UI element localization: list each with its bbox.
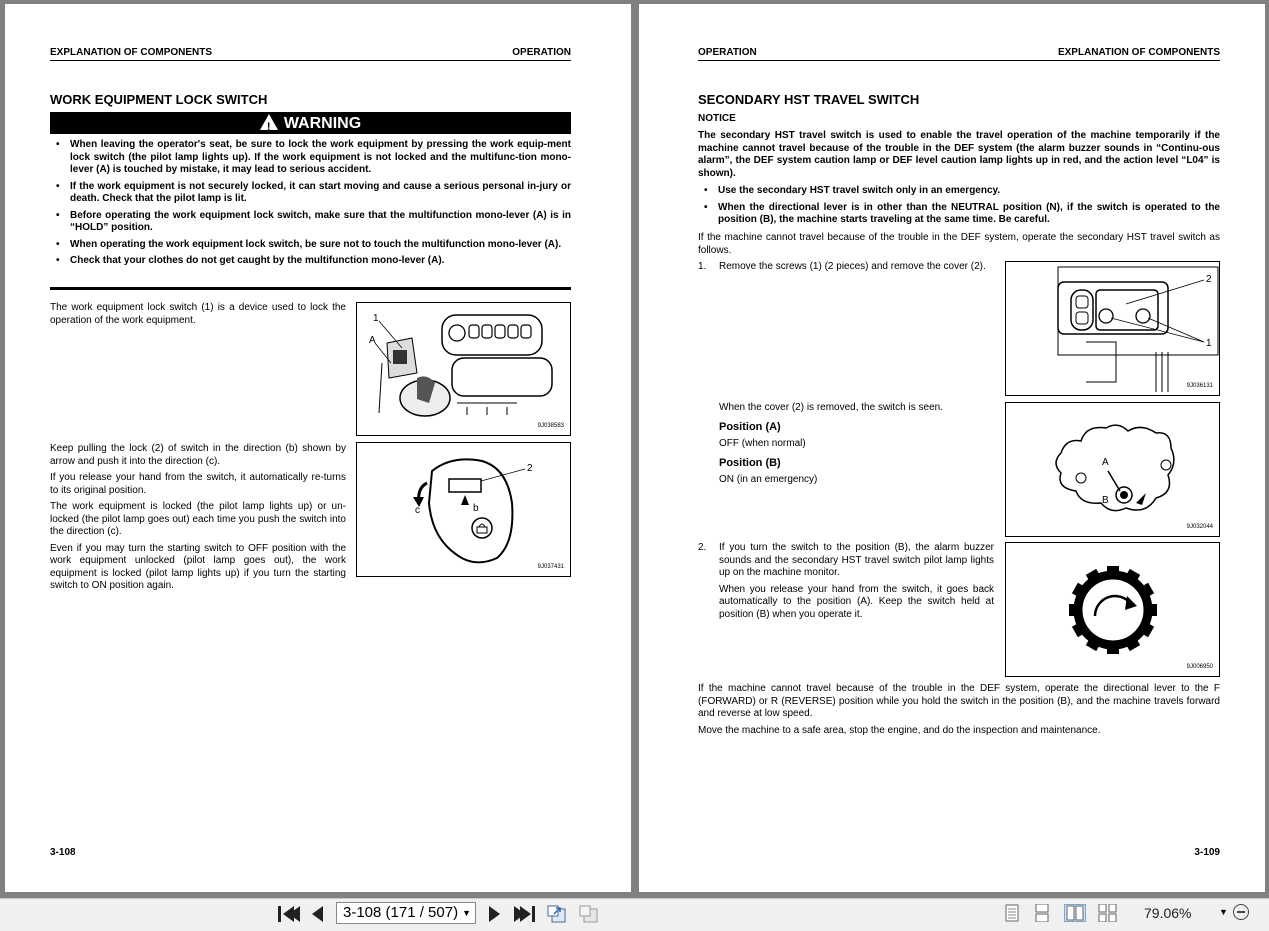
zoom-level[interactable]: 79.06% <box>1144 905 1192 921</box>
step-text: When you release your hand from the switch, it goes back automatically to the position (A). Keep the switch held at position (B) when you operate it. <box>719 583 994 620</box>
last-page-icon[interactable] <box>514 904 536 924</box>
figure-code: 9J006950 <box>1186 664 1213 670</box>
header-rule <box>698 60 1220 61</box>
single-page-view-icon[interactable] <box>1004 904 1020 922</box>
cover-paragraph <box>719 402 994 491</box>
step-text: Remove the screws (1) (2 pieces) and remove the cover (2). <box>719 261 986 272</box>
figure-lock-switch-location <box>356 302 571 436</box>
section-title: WORK EQUIPMENT LOCK SWITCH <box>50 92 268 107</box>
prev-page-icon[interactable] <box>310 904 332 924</box>
page-3-109 <box>639 4 1265 892</box>
warning-list <box>50 139 571 272</box>
paragraph-text: When the cover (2) is removed, the switch is seen. <box>719 402 943 413</box>
figure-switch-cover <box>1005 261 1220 396</box>
fig-label: 1 <box>1206 338 1212 349</box>
notice-item: • Use the secondary HST travel switch only in an emergency. <box>698 185 1220 198</box>
two-page-continuous-view-icon[interactable] <box>1098 904 1118 922</box>
intro-paragraph: If the machine cannot travel because of the trouble in the DEF system, operate the secondary HST travel switch as follows. <box>698 232 1220 256</box>
position-a-text: OFF (when normal) <box>719 438 806 449</box>
chevron-down-icon[interactable]: ▼ <box>462 908 471 918</box>
figure-code: 9J032044 <box>1186 524 1213 530</box>
warning-item: • If the work equipment is not securely locked, it can start moving and cause a serious personal in-jury or death. Check that the pilot lamp is lit. <box>50 181 571 206</box>
warning-label: WARNING <box>283 115 362 132</box>
running-header-left: EXPLANATION OF COMPONENTS <box>50 47 213 58</box>
page-field-value: 3-108 (171 / 507) <box>343 904 459 921</box>
running-header-left: OPERATION <box>698 47 757 58</box>
warning-banner <box>50 112 571 134</box>
zoom-dropdown-chevron-icon[interactable]: ▼ <box>1219 907 1228 917</box>
page-3-108 <box>5 4 631 892</box>
warning-item: • Check that your clothes do not get caught by the multifunction mono-lever (A). <box>50 255 571 268</box>
go-forward-view-icon[interactable] <box>578 904 600 924</box>
fig-label: B <box>1102 495 1109 506</box>
outro-paragraphs <box>698 683 1220 741</box>
figure-code: 9J036131 <box>1186 383 1213 389</box>
warning-item: • When operating the work equipment lock switch, be sure not to touch the multifunction mono-lever (A). <box>50 239 571 252</box>
step-1 <box>698 261 994 278</box>
step-2 <box>698 542 994 625</box>
next-page-icon[interactable] <box>487 904 509 924</box>
two-page-view-icon[interactable] <box>1064 904 1086 922</box>
fig-label: A <box>369 335 376 346</box>
go-back-view-icon[interactable] <box>546 904 568 924</box>
paragraph-text: Keep pulling the lock (2) of switch in the direction (b) shown by arrow and push it into the direction (c). <box>50 443 346 467</box>
paragraph-text: Move the machine to a safe area, stop the engine, and do the inspection and maintenance. <box>698 724 1101 736</box>
warning-item: • When leaving the operator's seat, be sure to lock the work equipment by pressing the work equip-ment lock switch (the pilot lamp lights up). If the work equipment is not locked and the multifunc-tion mono-lever (A) is touched by mistake, it may lead to serious accident. <box>50 139 571 177</box>
first-page-icon[interactable] <box>278 904 300 924</box>
paragraph-text: If the machine cannot travel because of the trouble in the DEF system, operate the directional lever to the F (FORWARD) or R (REVERSE) position while you hold the switch in the position (B), and the machine travels forward and reverse at low speed. <box>698 683 1220 719</box>
notice-item: • When the directional lever is in other than the NEUTRAL position (N), if the switch is operated to the position (B), the machine starts traveling at the same time. Be careful. <box>698 202 1220 227</box>
page-number: 3-108 <box>50 847 76 858</box>
position-a-label: Position (A) <box>719 420 781 433</box>
section-title: SECONDARY HST TRAVEL SWITCH <box>698 92 920 107</box>
step-number: 2. <box>698 542 707 553</box>
position-b-label: Position (B) <box>719 456 781 469</box>
paragraph-text: Even if you may turn the starting switch to OFF position with the work equipment unlocked (pilot lamp goes out), the work equipment is locked (pilot lamp lights up) if you turn the starting switch to ON position again. <box>50 542 346 591</box>
paragraph-group <box>50 443 346 597</box>
fig-label: A <box>1102 457 1109 468</box>
figure-switch-positions <box>1005 402 1220 537</box>
fig-label: b <box>473 503 479 514</box>
paragraph-text: The work equipment is locked (the pilot lamp lights up) or un-locked (the pilot lamp goes out) each time you push the switch into the direction (c). <box>50 501 346 537</box>
running-header-right: OPERATION <box>512 47 571 58</box>
figure-code: 9J037431 <box>537 564 564 570</box>
step-text: If you turn the switch to the position (B), the alarm buzzer sounds and the secondary HST travel switch pilot lamp lights up on the machine monitor. <box>719 542 994 578</box>
notice-label: NOTICE <box>698 113 736 124</box>
notice-text: The secondary HST travel switch is used to enable the travel operation of the machine temporarily if the machine cannot travel because of the trouble in the DEF system (the alarm buzzer sounds in “Continu-ous alarm”, the DEF system caution lamp or DEF level caution lamp lights up in red, and the action level “L04” is shown). <box>698 130 1220 179</box>
fig-label: c <box>415 505 420 516</box>
paragraph <box>50 302 346 331</box>
warning-triangle-icon <box>260 114 278 130</box>
running-header-right: EXPLANATION OF COMPONENTS <box>1057 47 1220 58</box>
page-number: 3-109 <box>1194 847 1220 858</box>
paragraph-text: If you release your hand from the switch, it automatically re-turns to its original position. <box>50 472 346 496</box>
notice-list <box>698 185 1220 231</box>
fig-label: 1 <box>373 313 379 324</box>
warning-end-rule <box>50 287 571 290</box>
figure-lock-switch-detail <box>356 442 571 577</box>
page-number-field[interactable] <box>336 902 476 924</box>
header-rule <box>50 60 571 61</box>
position-b-text: ON (in an emergency) <box>719 474 818 485</box>
continuous-view-icon[interactable] <box>1034 904 1050 922</box>
fig-label: 2 <box>527 463 533 474</box>
step-number: 1. <box>698 261 707 272</box>
fig-label: 2 <box>1206 274 1212 285</box>
warning-item: • Before operating the work equipment lock switch, make sure that the multifunction mono-lever (A) is in “HOLD” position. <box>50 210 571 235</box>
paragraph-text: The work equipment lock switch (1) is a device used to lock the operation of the work equipment. <box>50 302 346 326</box>
figure-hst-symbol <box>1005 542 1220 677</box>
figure-code: 9J038583 <box>537 423 564 429</box>
zoom-out-icon[interactable] <box>1233 904 1249 920</box>
